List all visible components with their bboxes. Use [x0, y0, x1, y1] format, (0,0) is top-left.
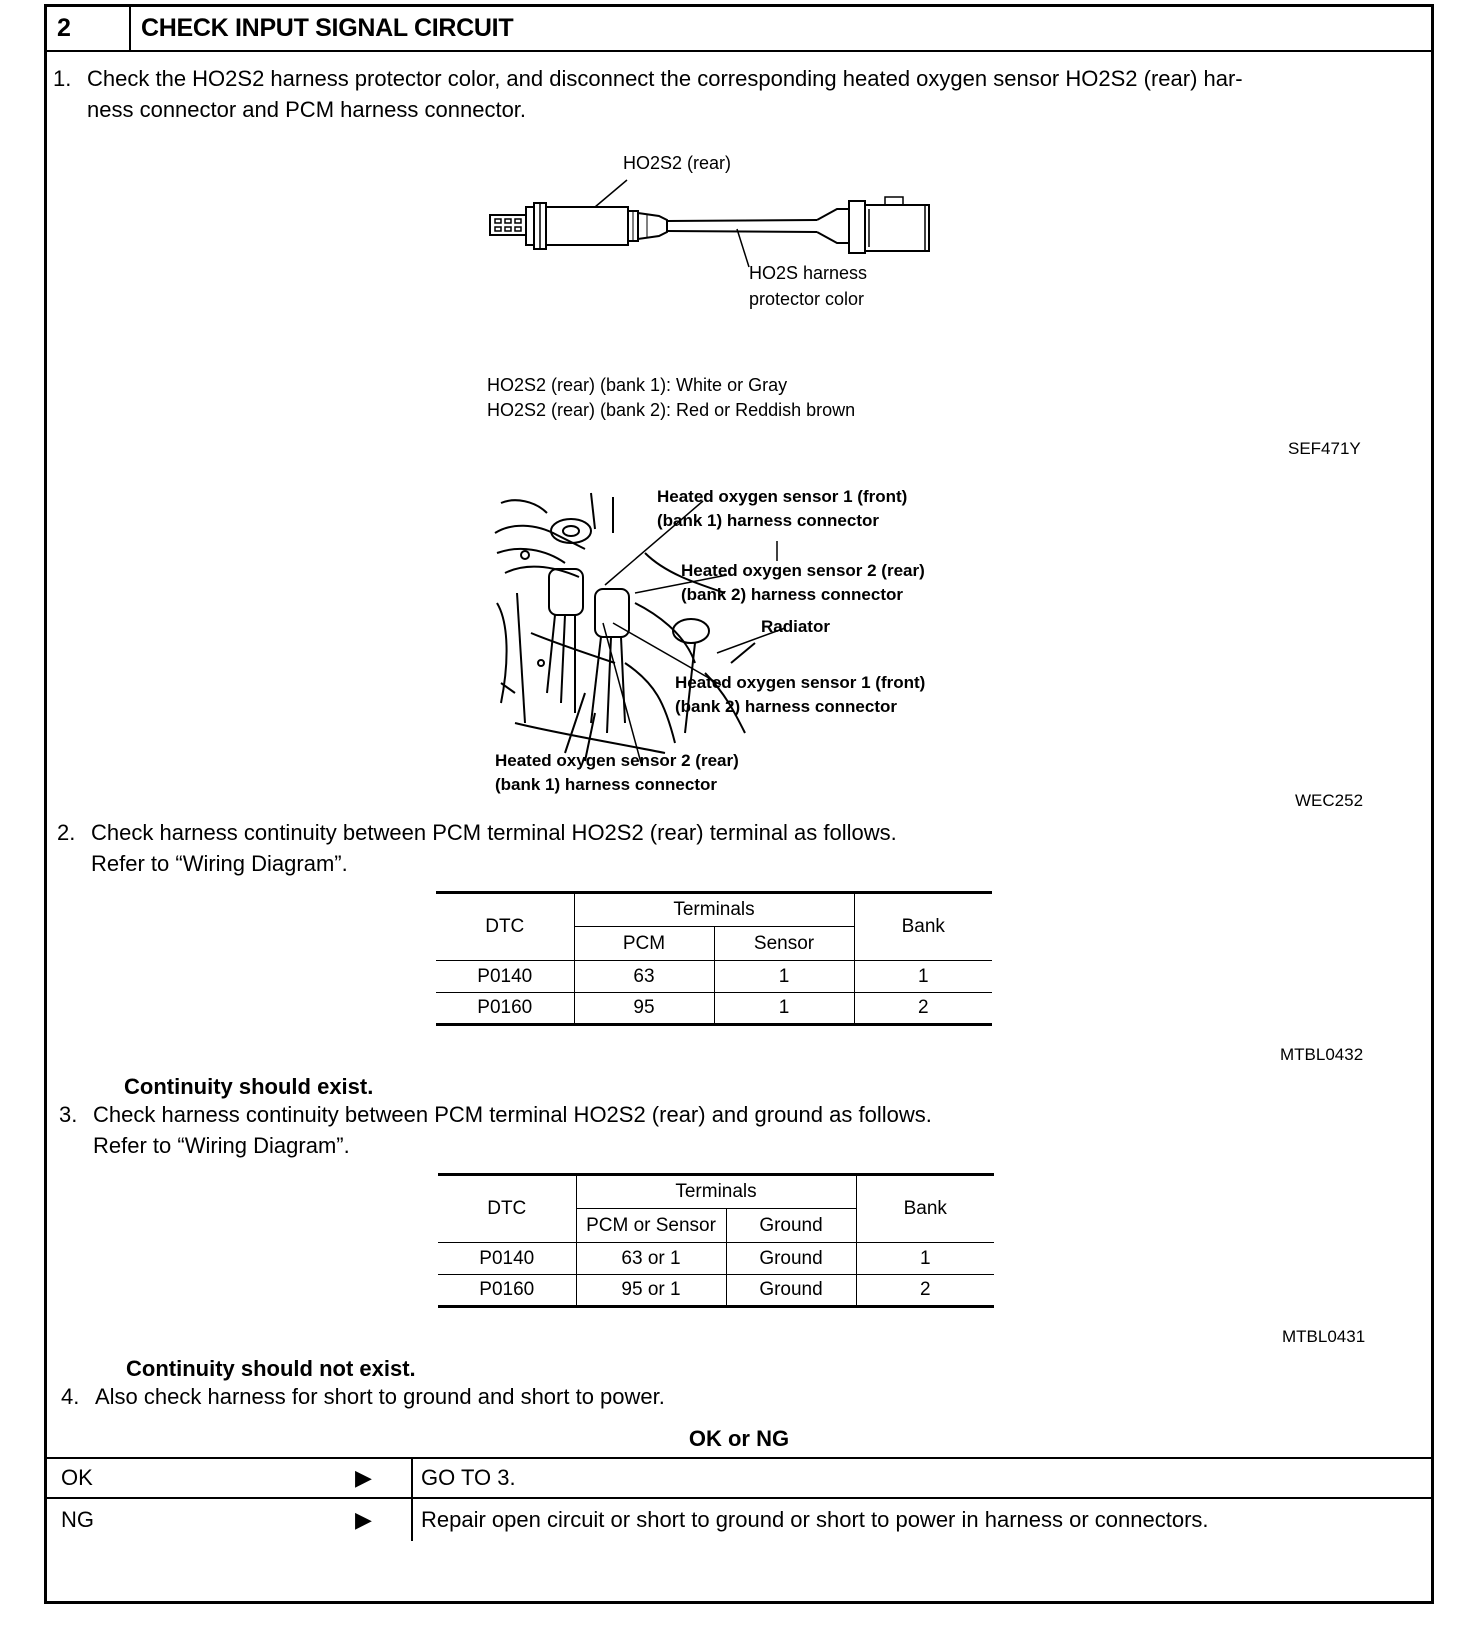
th-pcm-or-sensor: PCM or Sensor	[576, 1209, 726, 1243]
cell-pcm: 95	[574, 993, 714, 1025]
th-dtc: DTC	[436, 893, 574, 961]
engine-bay-drawing	[495, 493, 765, 763]
table1-result: Continuity should exist.	[124, 1074, 374, 1099]
result-row-ok	[47, 1457, 1431, 1497]
th-pcm: PCM	[574, 927, 714, 961]
th-sensor: Sensor	[714, 927, 854, 961]
th-bank: Bank	[854, 893, 992, 961]
step1-number: 1.	[53, 66, 72, 91]
cell-pcm-or-sensor: 95 or 1	[576, 1275, 726, 1307]
table-row	[436, 961, 992, 993]
result-action: Repair open circuit or short to ground or short to power in harness or connectors.	[421, 1507, 1209, 1532]
step2-line2: Refer to “Wiring Diagram”.	[91, 851, 348, 876]
cell-ground: Ground	[726, 1243, 856, 1275]
label-sensor1-bank2-a: Heated oxygen sensor 1 (front)	[675, 673, 926, 692]
label-sensor2-bank1-a: Heated oxygen sensor 2 (rear)	[495, 751, 739, 770]
th-bank: Bank	[856, 1175, 994, 1243]
procedure-frame	[44, 4, 1434, 1604]
continuity-table	[436, 891, 992, 1026]
cell-dtc: P0140	[438, 1243, 576, 1275]
cell-dtc: P0160	[436, 993, 574, 1025]
step1-text-1: Check the HO2S2 harness protector color, and disconnect the corresponding heated oxygen sensor HO2S2 (rear) har-	[87, 66, 1243, 91]
table-row	[436, 993, 992, 1025]
arrow-right-icon: ▶	[355, 1507, 372, 1532]
result-key: NG	[61, 1507, 94, 1532]
th-ground: Ground	[726, 1209, 856, 1243]
step1-line2: ness connector and PCM harness connector.	[87, 97, 527, 122]
label-sensor2-bank2-a: Heated oxygen sensor 2 (rear)	[681, 561, 925, 580]
step2-number: 2.	[57, 820, 76, 845]
step3-line1	[59, 1099, 932, 1130]
result-divider	[411, 1459, 413, 1497]
cell-sensor: 1	[714, 961, 854, 993]
label-ho2s2-rear: HO2S2 (rear)	[623, 153, 732, 173]
step3-number: 3.	[59, 1102, 78, 1127]
th-terminals: Terminals	[574, 893, 854, 927]
step4-line1	[61, 1381, 665, 1412]
table1-ref: MTBL0432	[1280, 1045, 1364, 1064]
label-sensor1-bank1-b: (bank 1) harness connector	[657, 511, 880, 530]
cell-bank: 1	[854, 961, 992, 993]
step3-line2: Refer to “Wiring Diagram”.	[93, 1133, 350, 1158]
cell-bank: 2	[856, 1275, 994, 1307]
step2-text-1: Check harness continuity between PCM terminal HO2S2 (rear) terminal as follows.	[91, 820, 897, 845]
cell-pcm: 63	[574, 961, 714, 993]
label-protector-1: HO2S harness	[749, 263, 868, 283]
ho2s2-sensor-drawing	[487, 187, 937, 277]
step-header	[47, 7, 1431, 52]
table-row	[438, 1275, 994, 1307]
label-sensor1-bank1-a: Heated oxygen sensor 1 (front)	[657, 487, 908, 506]
result-action: GO TO 3.	[421, 1465, 516, 1490]
step-number: 2	[47, 7, 131, 50]
label-sensor1-bank2-b: (bank 2) harness connector	[675, 697, 898, 716]
table2-ref: MTBL0431	[1282, 1327, 1366, 1346]
cell-bank: 1	[856, 1243, 994, 1275]
color-bank1: HO2S2 (rear) (bank 1): White or Gray	[487, 375, 788, 395]
table-row	[438, 1243, 994, 1275]
result-divider	[411, 1499, 413, 1541]
step4-number: 4.	[61, 1384, 80, 1409]
result-row-ng	[47, 1497, 1431, 1541]
cell-dtc: P0160	[438, 1275, 576, 1307]
cell-bank: 2	[854, 993, 992, 1025]
result-key: OK	[61, 1465, 93, 1490]
color-bank2: HO2S2 (rear) (bank 2): Red or Reddish brown	[487, 400, 856, 420]
arrow-right-icon: ▶	[355, 1465, 372, 1490]
label-protector-2: protector color	[749, 289, 865, 309]
label-sensor2-bank2-b: (bank 2) harness connector	[681, 585, 904, 604]
cell-dtc: P0140	[436, 961, 574, 993]
step1-line1	[53, 63, 1243, 94]
cell-sensor: 1	[714, 993, 854, 1025]
step4-text-1: Also check harness for short to ground and short to power.	[95, 1384, 665, 1409]
table2-result: Continuity should not exist.	[126, 1356, 416, 1381]
step-title: CHECK INPUT SIGNAL CIRCUIT	[141, 14, 514, 42]
figure2-ref: WEC252	[1295, 791, 1364, 810]
figure1-ref: SEF471Y	[1288, 439, 1361, 458]
step2-line1	[57, 817, 897, 848]
decision-label: OK or NG	[688, 1426, 790, 1451]
label-sensor2-bank1-b: (bank 1) harness connector	[495, 775, 718, 794]
cell-ground: Ground	[726, 1275, 856, 1307]
cell-pcm-or-sensor: 63 or 1	[576, 1243, 726, 1275]
step3-text-1: Check harness continuity between PCM terminal HO2S2 (rear) and ground as follows.	[93, 1102, 932, 1127]
th-dtc: DTC	[438, 1175, 576, 1243]
label-radiator: Radiator	[761, 617, 830, 636]
th-terminals: Terminals	[576, 1175, 856, 1209]
ground-table	[438, 1173, 994, 1308]
